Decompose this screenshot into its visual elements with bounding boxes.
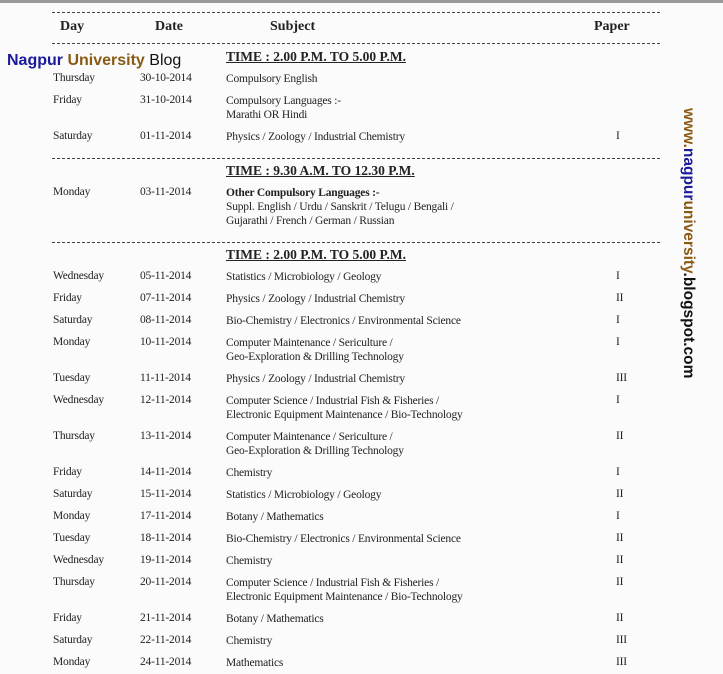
top-border xyxy=(0,0,723,3)
table-row xyxy=(0,608,723,630)
row-date: 30-10-2014 xyxy=(140,72,192,84)
row-subject xyxy=(226,532,461,546)
subject-line: Geo-Exploration & Drilling Technology xyxy=(226,445,404,457)
row-date: 31-10-2014 xyxy=(140,94,192,106)
row-subject xyxy=(226,372,405,386)
row-date: 18-11-2014 xyxy=(140,532,192,544)
logo-text-blog: Blog xyxy=(149,52,182,69)
subject-line: Gujarathi / French / German / Russian xyxy=(226,215,395,227)
row-subject xyxy=(226,576,463,604)
row-subject xyxy=(226,314,461,328)
subject-line: Physics / Zoology / Industrial Chemistry xyxy=(226,373,405,385)
table-row xyxy=(0,332,723,368)
row-day: Monday xyxy=(53,656,91,668)
subject-line: Mathematics xyxy=(226,657,284,669)
row-paper: III xyxy=(616,634,627,646)
table-row xyxy=(0,484,723,506)
section-time-title: TIME : 2.00 P.M. TO 5.00 P.M. xyxy=(226,247,407,262)
row-date: 11-11-2014 xyxy=(140,372,191,384)
blog-logo xyxy=(7,52,181,70)
row-paper: III xyxy=(616,372,627,384)
subject-line: Chemistry xyxy=(226,555,273,567)
timetable xyxy=(0,46,723,674)
row-subject xyxy=(226,656,283,670)
table-row xyxy=(0,652,723,674)
row-paper: I xyxy=(616,270,620,282)
subject-line: Statistics / Microbiology / Geology xyxy=(226,271,382,283)
section-time-title: TIME : 9.30 A.M. TO 12.30 P.M. xyxy=(226,163,415,178)
subject-line: Physics / Zoology / Industrial Chemistry xyxy=(226,293,405,305)
row-subject xyxy=(226,336,404,364)
row-day: Thursday xyxy=(53,430,95,442)
subject-line: Chemistry xyxy=(226,635,273,647)
row-date: 22-11-2014 xyxy=(140,634,192,646)
subject-line: Statistics / Microbiology / Geology xyxy=(226,489,382,501)
row-day: Thursday xyxy=(53,72,95,84)
row-date: 13-11-2014 xyxy=(140,430,192,442)
divider xyxy=(52,43,660,44)
row-subject xyxy=(226,510,324,524)
row-subject xyxy=(226,554,272,568)
watermark-domain: .blogspot.com xyxy=(680,272,697,379)
logo-text-university: University xyxy=(67,52,145,69)
row-date: 14-11-2014 xyxy=(140,466,192,478)
row-day: Monday xyxy=(53,336,91,348)
subject-line: Computer Maintenance / Sericulture / xyxy=(226,431,393,443)
row-paper: I xyxy=(616,394,620,406)
subject-line: Botany / Mathematics xyxy=(226,613,324,625)
row-subject xyxy=(226,488,381,502)
row-date: 17-11-2014 xyxy=(140,510,192,522)
subject-line: Geo-Exploration & Drilling Technology xyxy=(226,351,404,363)
row-paper: I xyxy=(616,466,620,478)
row-subject xyxy=(226,612,324,626)
row-paper: II xyxy=(616,430,624,442)
section-time-title: TIME : 2.00 P.M. TO 5.00 P.M. xyxy=(226,49,407,64)
table-row xyxy=(0,288,723,310)
header-paper: Paper xyxy=(594,19,630,34)
row-paper: I xyxy=(616,510,620,522)
table-row xyxy=(0,528,723,550)
row-day: Monday xyxy=(53,510,91,522)
row-paper: III xyxy=(616,656,627,668)
table-row xyxy=(0,572,723,608)
row-date: 19-11-2014 xyxy=(140,554,192,566)
subject-line: Computer Science / Industrial Fish & Fisheries / xyxy=(226,577,440,589)
subject-line: Bio-Chemistry / Electronics / Environmental Science xyxy=(226,533,461,545)
watermark-nagpur: nagpur xyxy=(680,147,697,201)
row-paper: II xyxy=(616,576,624,588)
header-subject: Subject xyxy=(270,19,316,34)
row-day: Wednesday xyxy=(53,394,104,406)
row-subject xyxy=(226,94,341,122)
subject-line: Compulsory English xyxy=(226,73,318,85)
table-row xyxy=(0,368,723,390)
table-row xyxy=(0,462,723,484)
row-subject xyxy=(226,72,317,86)
header-day: Day xyxy=(60,19,85,34)
row-day: Saturday xyxy=(53,488,93,500)
table-row xyxy=(0,182,723,232)
row-date: 24-11-2014 xyxy=(140,656,192,668)
section-header xyxy=(0,160,723,182)
table-row xyxy=(0,68,723,90)
row-day: Saturday xyxy=(53,314,93,326)
row-day: Wednesday xyxy=(53,554,104,566)
row-subject xyxy=(226,186,454,228)
row-subject xyxy=(226,270,381,284)
subject-line: Physics / Zoology / Industrial Chemistry xyxy=(226,131,405,143)
table-row xyxy=(0,390,723,426)
row-date: 07-11-2014 xyxy=(140,292,192,304)
row-paper: II xyxy=(616,292,624,304)
row-paper: I xyxy=(616,314,620,326)
table-row xyxy=(0,126,723,148)
row-day: Friday xyxy=(53,612,82,624)
table-row xyxy=(0,506,723,528)
row-day: Wednesday xyxy=(53,270,104,282)
watermark-university: university xyxy=(680,200,697,273)
row-day: Saturday xyxy=(53,634,93,646)
divider xyxy=(52,12,660,13)
row-date: 03-11-2014 xyxy=(140,186,192,198)
row-date: 01-11-2014 xyxy=(140,130,192,142)
row-day: Friday xyxy=(53,94,82,106)
subject-line: Chemistry xyxy=(226,467,273,479)
row-subject xyxy=(226,430,404,458)
table-row xyxy=(0,266,723,288)
row-subject xyxy=(226,292,405,306)
row-date: 15-11-2014 xyxy=(140,488,192,500)
row-subject xyxy=(226,130,405,144)
row-day: Monday xyxy=(53,186,91,198)
row-paper: II xyxy=(616,488,624,500)
subject-line: Electronic Equipment Maintenance / Bio-Technology xyxy=(226,409,463,421)
row-paper: II xyxy=(616,554,624,566)
row-day: Tuesday xyxy=(53,532,91,544)
subject-line: Compulsory Languages :- xyxy=(226,95,341,107)
row-paper: I xyxy=(616,130,620,142)
row-date: 08-11-2014 xyxy=(140,314,192,326)
row-date: 20-11-2014 xyxy=(140,576,192,588)
table-row xyxy=(0,550,723,572)
row-date: 21-11-2014 xyxy=(140,612,192,624)
watermark-url xyxy=(679,108,697,378)
row-paper: II xyxy=(616,532,624,544)
section-header xyxy=(0,244,723,266)
row-paper: I xyxy=(616,336,620,348)
watermark-www: www. xyxy=(680,108,697,148)
row-date: 10-11-2014 xyxy=(140,336,192,348)
row-subject xyxy=(226,466,272,480)
divider xyxy=(52,158,660,159)
table-row xyxy=(0,90,723,126)
table-row xyxy=(0,310,723,332)
row-paper: II xyxy=(616,612,624,624)
row-date: 05-11-2014 xyxy=(140,270,192,282)
row-day: Friday xyxy=(53,292,82,304)
table-row xyxy=(0,426,723,462)
row-day: Friday xyxy=(53,466,82,478)
subject-line: Electronic Equipment Maintenance / Bio-Technology xyxy=(226,591,463,603)
subject-line: Suppl. English / Urdu / Sanskrit / Telugu / Bengali / xyxy=(226,201,454,213)
subject-line: Marathi OR Hindi xyxy=(226,109,308,121)
subject-line: Other Compulsory Languages :- xyxy=(226,187,380,199)
subject-line: Bio-Chemistry / Electronics / Environmental Science xyxy=(226,315,461,327)
divider xyxy=(52,242,660,243)
row-date: 12-11-2014 xyxy=(140,394,192,406)
row-subject xyxy=(226,634,272,648)
subject-line: Computer Maintenance / Sericulture / xyxy=(226,337,393,349)
table-row xyxy=(0,630,723,652)
subject-line: Computer Science / Industrial Fish & Fisheries / xyxy=(226,395,440,407)
row-day: Saturday xyxy=(53,130,93,142)
row-day: Tuesday xyxy=(53,372,91,384)
subject-line: Botany / Mathematics xyxy=(226,511,324,523)
logo-text-nagpur: Nagpur xyxy=(7,52,63,69)
row-day: Thursday xyxy=(53,576,95,588)
header-date: Date xyxy=(155,19,183,34)
row-subject xyxy=(226,394,463,422)
